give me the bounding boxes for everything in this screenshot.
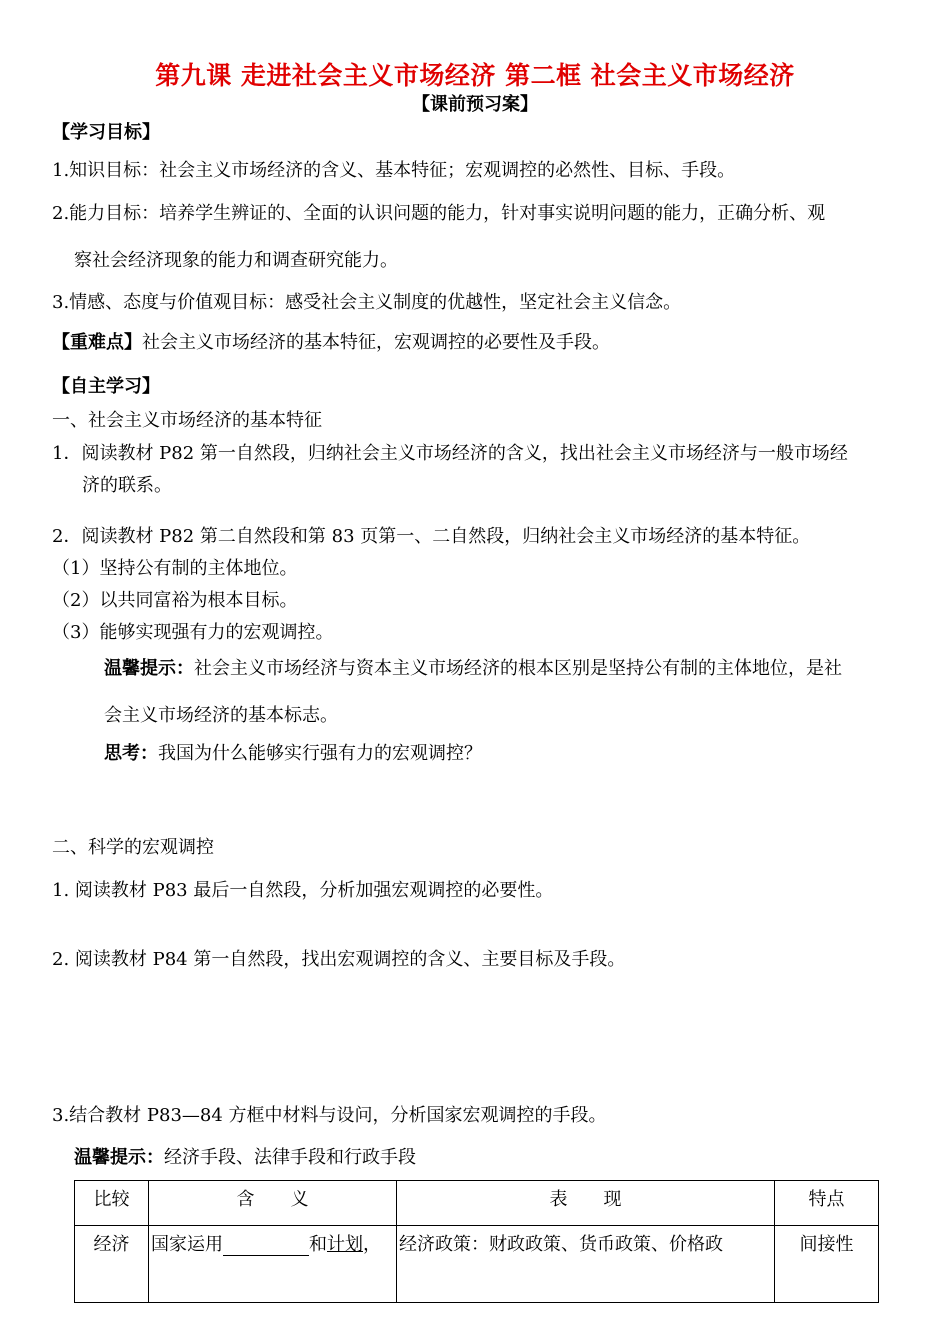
- cell-text: 国家运用: [151, 1234, 223, 1255]
- think-text: 我国为什么能够实行强有力的宏观调控？: [158, 743, 482, 764]
- key-label: 【重难点】: [52, 332, 142, 353]
- tip2-label: 温馨提示：: [74, 1147, 164, 1168]
- section1-heading: 一、社会主义市场经济的基本特征: [52, 410, 322, 431]
- table-header: 特点: [775, 1181, 879, 1226]
- comparison-table: [74, 1180, 879, 1303]
- table-cell-meaning: [149, 1226, 397, 1303]
- goals-heading: 【学习目标】: [52, 122, 160, 143]
- goal-ability: 2.能力目标：培养学生辨证的、全面的认识问题的能力，针对事实说明问题的能力，正确分析、观: [52, 203, 826, 224]
- tip1: [104, 654, 842, 680]
- s1-question2: 2．阅读教材 P82 第二自然段和第 83 页第一、二自然段，归纳社会主义市场经济的基本特征。: [52, 526, 811, 547]
- tip2: [74, 1143, 416, 1169]
- table-cell: 间接性: [775, 1226, 879, 1303]
- s2-question2: 2. 阅读教材 P84 第一自然段，找出宏观调控的含义、主要目标及手段。: [52, 949, 626, 970]
- table-header: 比较: [75, 1181, 149, 1226]
- cell-text-underlined: 计划: [327, 1234, 363, 1255]
- page-subtitle: 【课前预习案】: [412, 94, 538, 115]
- goal-ability-cont: 察社会经济现象的能力和调查研究能力。: [74, 250, 398, 271]
- s1-question1-cont: 济的联系。: [82, 475, 172, 496]
- goal-knowledge: 1.知识目标：社会主义市场经济的含义、基本特征；宏观调控的必然性、目标、手段。: [52, 160, 736, 181]
- feature-item: （2）以共同富裕为根本目标。: [52, 590, 298, 611]
- tip1-text: 社会主义市场经济与资本主义市场经济的根本区别是坚持公有制的主体地位，是社: [194, 658, 842, 679]
- table-row: [75, 1226, 879, 1303]
- feature-item: （3）能够实现强有力的宏观调控。: [52, 622, 334, 643]
- tip1-cont: 会主义市场经济的基本标志。: [104, 705, 338, 726]
- s1-question1: 1．阅读教材 P82 第一自然段，归纳社会主义市场经济的含义，找出社会主义市场经济与一般市场经: [52, 443, 848, 464]
- key-text: 社会主义市场经济的基本特征，宏观调控的必要性及手段。: [142, 332, 610, 353]
- cell-text: 和: [309, 1234, 327, 1255]
- feature-item: （1）坚持公有制的主体地位。: [52, 558, 298, 579]
- section2-heading: 二、科学的宏观调控: [52, 837, 214, 858]
- table-header-row: [75, 1181, 879, 1226]
- goal-emotion: 3.情感、态度与价值观目标：感受社会主义制度的优越性，坚定社会主义信念。: [52, 292, 682, 313]
- table-cell: 经济政策：财政政策、货币政策、价格政: [397, 1226, 775, 1303]
- table-header: 含 义: [149, 1181, 397, 1226]
- cell-text: ，: [363, 1234, 381, 1255]
- think: [104, 739, 482, 765]
- fill-blank[interactable]: [223, 1237, 309, 1256]
- tip1-label: 温馨提示：: [104, 658, 194, 679]
- think-label: 思考：: [104, 743, 158, 764]
- s2-question3: 3.结合教材 P83—84 方框中材料与设问，分析国家宏观调控的手段。: [52, 1105, 607, 1126]
- study-heading: 【自主学习】: [52, 376, 160, 397]
- s2-question1: 1. 阅读教材 P83 最后一自然段，分析加强宏观调控的必要性。: [52, 880, 554, 901]
- key-points: [52, 328, 610, 354]
- tip2-text: 经济手段、法律手段和行政手段: [164, 1147, 416, 1168]
- table-header: 表 现: [397, 1181, 775, 1226]
- page-title: 第九课 走进社会主义市场经济 第二框 社会主义市场经济: [155, 61, 795, 90]
- table-cell: 经济: [75, 1226, 149, 1303]
